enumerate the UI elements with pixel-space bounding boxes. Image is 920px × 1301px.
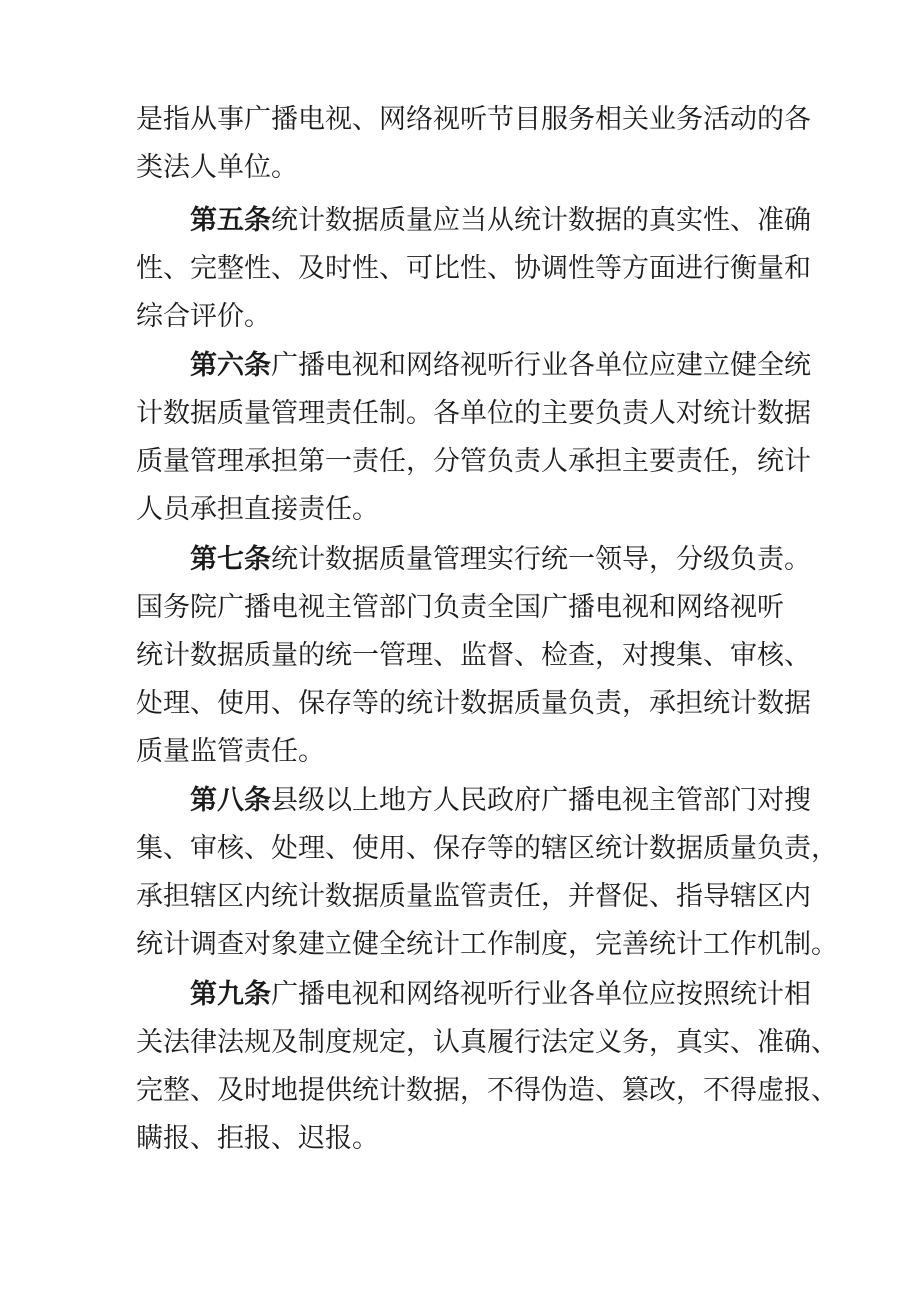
article-5 — [136, 197, 811, 341]
text-line: 质量监管责任。 — [136, 736, 325, 767]
article-6 — [136, 342, 811, 534]
text-line: 质量管理承担第一责任，分管负责人承担主要责任，统计 — [136, 446, 811, 477]
article-heading: 第八条 — [190, 785, 271, 816]
text-line: 综合评价。 — [136, 301, 271, 332]
article-heading: 第九条 — [190, 979, 271, 1010]
text-line: 承担辖区内统计数据质量监管责任，并督促、指导辖区内 — [136, 881, 811, 912]
article-heading: 第七条 — [190, 544, 271, 575]
text-line: 第六条广播电视和网络视听行业各单位应建立健全统 — [190, 350, 811, 381]
text-line: 统计调查对象建立健全统计工作制度，完善统计工作机制。 — [136, 929, 838, 960]
text-line: 计数据质量管理责任制。各单位的主要负责人对统计数据 — [136, 398, 811, 429]
text-line: 第八条县级以上地方人民政府广播电视主管部门对搜 — [190, 785, 811, 816]
text-line: 集、审核、处理、使用、保存等的辖区统计数据质量负责， — [136, 833, 838, 864]
article-heading: 第五条 — [190, 205, 271, 236]
text-line: 关法律法规及制度规定，认真履行法定义务，真实、准确、 — [136, 1027, 838, 1058]
text-line: 国务院广播电视主管部门负责全国广播电视和网络视听 — [136, 592, 784, 623]
paragraph-continued — [136, 96, 811, 192]
text-line: 完整、及时地提供统计数据，不得伪造、篡改，不得虚报、 — [136, 1075, 838, 1106]
article-heading: 第六条 — [190, 350, 271, 381]
text-line: 是指从事广播电视、网络视听节目服务相关业务活动的各 — [136, 104, 811, 135]
text-line: 第五条统计数据质量应当从统计数据的真实性、准确 — [190, 205, 811, 236]
text-line: 第九条广播电视和网络视听行业各单位应按照统计相 — [190, 979, 811, 1010]
text-line: 类法人单位。 — [136, 152, 298, 183]
text-line: 第七条统计数据质量管理实行统一领导，分级负责。 — [190, 544, 811, 575]
article-7 — [136, 536, 811, 776]
article-8 — [136, 777, 838, 969]
text-line: 瞒报、拒报、迟报。 — [136, 1123, 379, 1154]
text-line: 性、完整性、及时性、可比性、协调性等方面进行衡量和 — [136, 253, 811, 284]
text-line: 统计数据质量的统一管理、监督、检查，对搜集、审核、 — [136, 640, 811, 671]
text-line: 处理、使用、保存等的统计数据质量负责，承担统计数据 — [136, 688, 811, 719]
article-9 — [136, 971, 838, 1163]
text-line: 人员承担直接责任。 — [136, 494, 379, 525]
